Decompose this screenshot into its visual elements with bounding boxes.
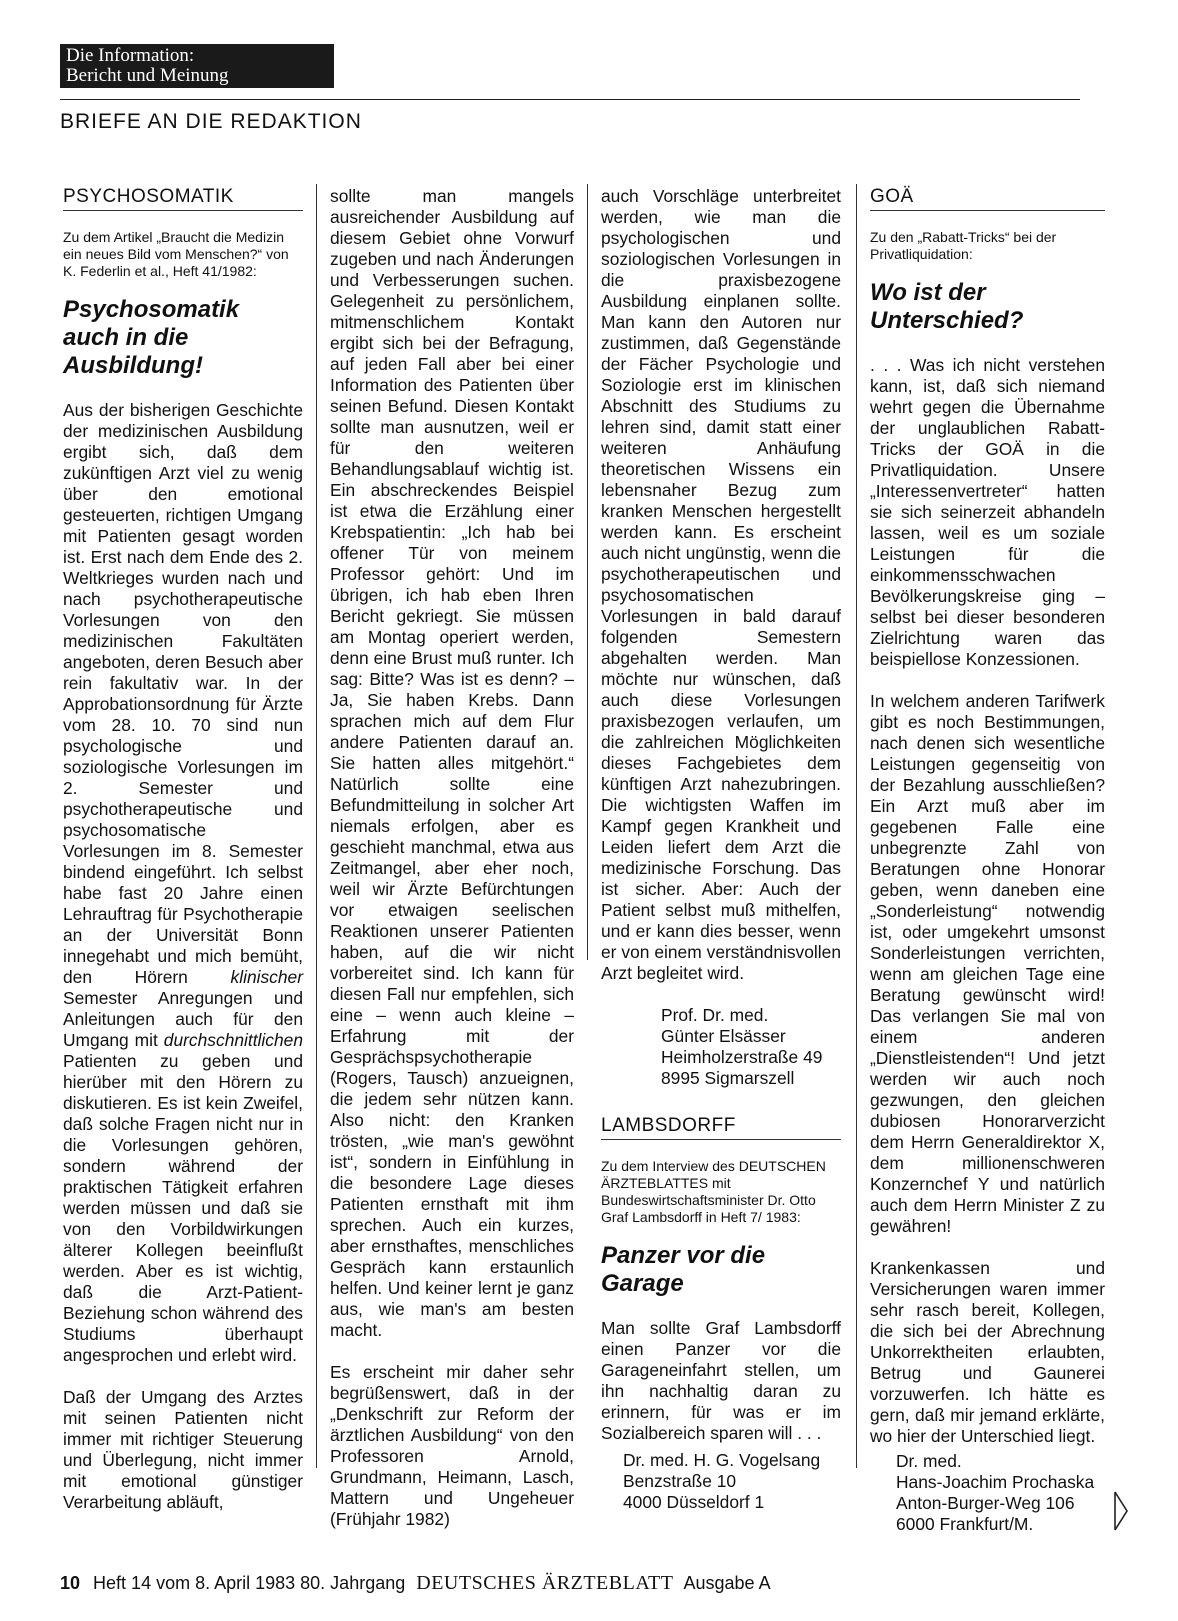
letter-continuation [330,186,574,1551]
emphasis-text: klinischer [230,967,303,987]
letter-paragraph [63,400,303,1366]
letter-goae [870,186,1105,1555]
topic-label: PSYCHOSOMATIK [63,186,234,207]
letter-paragraph: Es erscheint mir daher sehr begrüßenswert, daß in der „Denkschrift zur Reform der ärztlichen Ausbildung“ von den Professoren Arnold, Grundmann, Heimann, Lasch, Mattern und Ungeheuer (Frühjahr 1982) [330,1362,574,1529]
letter-paragraph: In welchem anderen Tarifwerk gibt es noch Bestimmungen, nach denen sich wesentliche Leistungen gegenseitig von der Bezahlung ausschließen? Ein Arzt muß aber im gegebenen Falle eine unbegrenzte Zahl von Beratungen ohne Honorar geben, wenn daneben eine „Sonderleistung“ notwendig ist, oder umgekehrt umsonst Sonderleistungen verrichten, wenn am gleichen Tage eine Beratung gewünscht wird! Das verlangen Sie mal von einem anderen „Dienstleistenden“! Und jetzt werden wir auch noch gezwungen, den gleichen dubiosen Honorarverzicht dem Herrn Generaldirektor X, dem millionenschweren Konzernchef Y und natürlich auch dem Herrn Minister Z zu gewähren! [870,691,1105,1236]
masthead [60,44,334,88]
issue-info: Heft 14 vom 8. April 1983 80. Jahrgang [93,1573,406,1593]
signature-block: Dr. med. Hans-Joachim Prochaska Anton-Burger-Weg 106 6000 Frankfurt/M. [896,1451,1095,1534]
column-divider [316,184,317,1468]
letter-paragraph: Krankenkassen und Versicherungen waren immer sehr rasch bereit, Kollegen, die sich bei der Abrechnung Unkorrektheiten erlaubten, Betrug und Gaunerei vorzuwerfen. Ich hätte es gern, daß mir jemand erklärte, wo hier der Unterschied liegt. [870,1258,1105,1446]
letter-paragraph: Man sollte Graf Lambsdorff einen Panzer vor die Garageneinfahrt stellen, um ihn nachhaltig daran zu erinnern, für was er im Sozialbereich sparen will . . . [601,1318,841,1443]
column-divider [587,184,588,960]
edition-label: Ausgabe A [683,1573,771,1593]
masthead-line1: Die Information: [66,45,195,66]
topic-label: LAMBSDORFF [601,1115,736,1136]
paragraph-text: Patienten zu geben und hierüber mit den Hörern zu diskutieren. Es ist kein Zweifel, daß solche Fragen nicht nur in die Vorlesungen gehören, sondern während der praktischen Tätigkeit erfahren werden müssen und daß sie von den Vorbildwirkungen älterer Kollegen beeinflußt werden. Aber es ist wichtig, daß die Arzt-Patient-Beziehung schon während des Studiums überhaupt angesprochen und erlebt wird. [63,1051,303,1365]
letter-paragraph: auch Vorschläge unterbreitet werden, wie man die psychologischen und soziologischen Vorlesungen in die praxisbezogene Ausbildung einplanen sollte. Man kann den Autoren nur zustimmen, daß Gegenstände der Fächer Psychologie und Soziologie erst im klinischen Abschnitt des Studiums zu lehren sind, damit statt einer weiteren Anhäufung theoretischen Wissens ein lebensnaher Bezug zum kranken Menschen hergestellt werden kann. Es erscheint auch nicht ungünstig, wenn die psychotherapeutischen und psychosomatischen Vorlesungen in bald darauf folgenden Semestern abgehalten werden. Man möchte nur wünschen, daß auch diese Vorlesungen praxisbezogen verlaufen, um die zahlreichen Möglichkeiten dieses Fachgebietes dem künftigen Arzt nahezubringen. Die wichtigsten Waffen im Kampf gegen Krankheit und Leiden liefert dem Arzt die medizinische Forschung. Das ist sicher. Aber: Auch der Patient selbst muß mithelfen, und er kann dies besser, wenn er von einem verständnisvollen Arzt begleitet wird. [601,186,841,983]
letter-paragraph: Daß der Umgang des Arztes mit seinen Patienten nicht immer mit richtiger Steuerung und Überlegung, nicht immer mit emotional günstiger Verarbeitung abläuft, [63,1387,303,1512]
section-title: BRIEFE AN DIE REDAKTION [60,110,362,133]
letter-intro: Zu dem Interview des DEUTSCHEN ÄRZTEBLATTES mit Bundeswirtschaftsminister Dr. Otto Graf Lambsdorff in Heft 7/ 1983: [601,1158,826,1225]
page-footer [60,1572,771,1595]
masthead-line2: Bericht und Meinung [66,65,229,86]
topic-rule [870,210,1105,211]
letter-intro: Zu den „Rabatt-Tricks“ bei der Privatliquidation: [870,229,1057,262]
signature-block: Dr. med. H. G. Vogelsang Benzstraße 10 4000 Düsseldorf 1 [623,1450,821,1512]
letter-headline: Panzer vor die Garage [601,1242,766,1297]
topic-rule [601,1139,841,1140]
topic-rule [63,210,303,211]
letter-psychosomatik [63,186,303,1534]
letter-intro: Zu dem Artikel „Braucht die Medizin ein neues Bild vom Menschen?“ von K. Federlin et al., Heft 41/1982: [63,229,289,279]
emphasis-text: durchschnittlichen [163,1030,303,1050]
page-number: 10 [60,1573,81,1593]
letter-paragraph: sollte man mangels ausreichender Ausbildung auf diesem Gebiet ohne Vorwurf zugeben und nach Änderungen und Verbesserungen suchen. Gelegenheit zu persönlichem, mitmenschlichem Kontakt ergibt sich bei der Befragung, auf jeden Fall aber bei einer Information des Patienten über seinen Befund. Diesen Kontakt sollte man ausnutzen, weil er für den weiteren Behandlungsablauf wichtig ist. Ein abschreckendes Beispiel ist etwa die Erzählung einer Krebspatientin: „Ich hab bei offener Tür von meinem Professor gehört: Und im übrigen, ich hab eben Ihren Bericht gekriegt. Sie müssen am Montag operiert werden, denn eine Brust muß runter. Ich sag: Bitte? Was ist es denn? – Ja, Sie haben Krebs. Dann sprachen mich auf dem Flur andere Patienten darauf an. Sie hatten alles mitgehört.“ Natürlich sollte eine Befundmitteilung in solcher Art niemals erfolgen, aber es geschieht manchmal, etwa aus Zeitmangel, aber eher noch, weil wir Ärzte Befürchtungen vor etwaigen seelischen Reaktionen unserer Patienten haben, auf die wir nicht vorbereitet sind. Ich kann für diesen Fall nur empfehlen, sich eine – wenn auch kleine – Erfahrung mit der Gesprächspsychotherapie (Rogers, Tausch) anzueignen, die jedem sehr nützen kann. Also nicht: den Kranken trösten, „wie man's gewöhnt ist“, sondern in Einfühlung in die besondere Lage dieses Patienten ernsthaft mit ihm sprechen. Auch ein kurzes, aber ernsthaftes, menschliches Gespräch kann erstaunlich helfen. Und keiner lernt je ganz aus, wie man's am besten macht. [330,186,574,1340]
continue-arrow-icon [1113,1491,1129,1531]
top-rule [60,99,1080,100]
letter-headline: Wo ist der Unterschied? [870,279,1024,334]
paragraph-text: Aus der bisherigen Geschichte der medizinischen Ausbildung ergibt sich, daß dem zukünftigen Arzt viel zu wenig über den emotional gesteuerten, richtigen Umgang mit Patienten gesagt worden ist. Erst nach dem Ende des 2. Weltkrieges wurden nach und nach psychotherapeutische Vorlesungen von den medizinischen Fakultäten angeboten, deren Besuch aber rein fakultativ war. In der Approbationsordnung für Ärzte vom 28. 10. 70 sind nun psychologische und soziologische Vorlesungen im 2. Semester und psychotherapeutische und psychosomatische Vorlesungen im 8. Semester bindend eingeführt. Ich selbst habe fast 20 Jahre einen Lehrauftrag für Psychotherapie an der Universität Bonn innegehabt und mich bemüht, den Hörern [63,400,303,987]
paragraph-text: Semester Anregungen und Anleitungen auch für den Umgang mit [63,988,303,1050]
letter-headline: Psychosomatik auch in die Ausbildung! [63,296,240,379]
signature-block: Prof. Dr. med. Günter Elsässer Heimholzerstraße 49 8995 Sigmarszell [661,1005,823,1088]
magazine-name: DEUTSCHES ÄRZTEBLATT [416,1572,674,1594]
topic-label: GOÄ [870,186,914,207]
column-divider [856,184,857,1468]
letter-continuation-and-lambsdorff [601,186,841,1533]
letter-paragraph: . . . Was ich nicht verstehen kann, ist, daß sich niemand wehrt gegen die Übernahme der unglaublichen Rabatt-Tricks der GOÄ in die Privatliquidation. Unsere „Interessenvertreter“ hatten sie sich seinerzeit abhandeln lassen, weil es um soziale Leistungen für die einkommensschwachen Bevölkerungskreise ging – selbst bei dieser besonderen Zielrichtung waren das beispiellose Konzessionen. [870,355,1105,669]
